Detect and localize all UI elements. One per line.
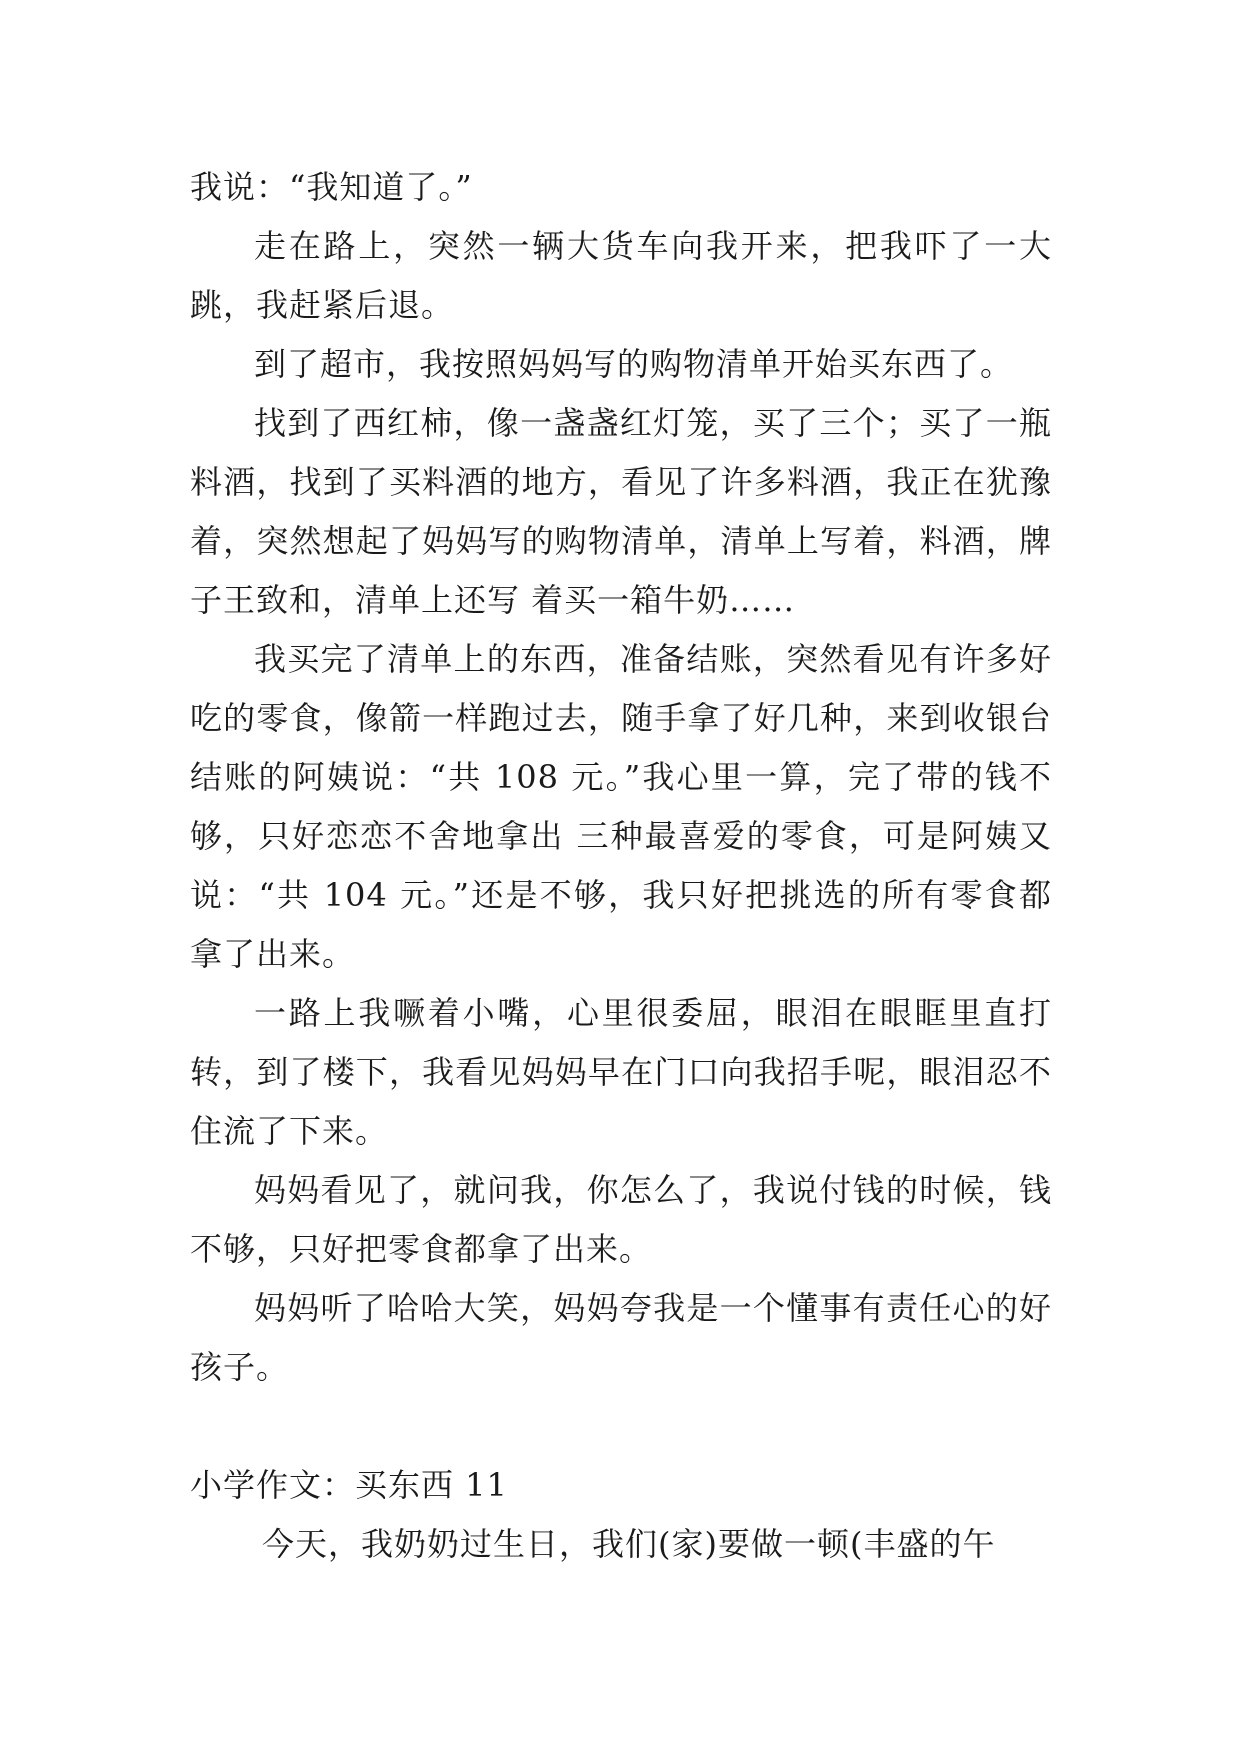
paragraph: 妈妈听了哈哈大笑，妈妈夸我是一个懂事有责任心的好孩子。 <box>190 1289 1052 1386</box>
paragraph: 妈妈看见了，就问我，你怎么了，我说付钱的时候，钱不够，只好把零食都拿了出来。 <box>190 1171 1052 1268</box>
paragraph: 我买完了清单上的东西，准备结账，突然看见有许多好吃的零食，像箭一样跑过去，随手拿了好几种，来到收银台结账的阿姨说：“共 108 元。”我心里一算，完了带的钱不够，只好恋恋不舍地拿出 三种最喜爱的零食，可是阿姨又说：“共 104 元。”还是不够，我只好把挑选的所有零食都拿了出来。 <box>190 640 1052 973</box>
paragraph: 找到了西红柿，像一盏盏红灯笼，买了三个；买了一瓶料酒，找到了买料酒的地方，看见了许多料酒，我正在犹豫着，突然想起了妈妈写的购物清单，清单上写着，料酒，牌子王致和，清单上还写 着买一箱牛奶…… <box>190 404 1052 619</box>
paragraph: 我说：“我知道了。” <box>190 168 473 206</box>
paragraph: 走在路上，突然一辆大货车向我开来，把我吓了一大跳，我赶紧后退。 <box>190 227 1052 324</box>
paragraph: 到了超市，我按照妈妈写的购物清单开始买东西了。 <box>254 345 1014 383</box>
paragraph: 今天，我奶奶过生日，我们(家)要做一顿(丰盛的午 <box>262 1525 996 1563</box>
paragraph: 一路上我噘着小嘴，心里很委屈，眼泪在眼眶里直打转，到了楼下，我看见妈妈早在门口向我招手呢，眼泪忍不住流了下来。 <box>190 994 1052 1150</box>
document-body <box>190 158 1052 1574</box>
section-title: 小学作文：买东西 11 <box>190 1466 508 1504</box>
